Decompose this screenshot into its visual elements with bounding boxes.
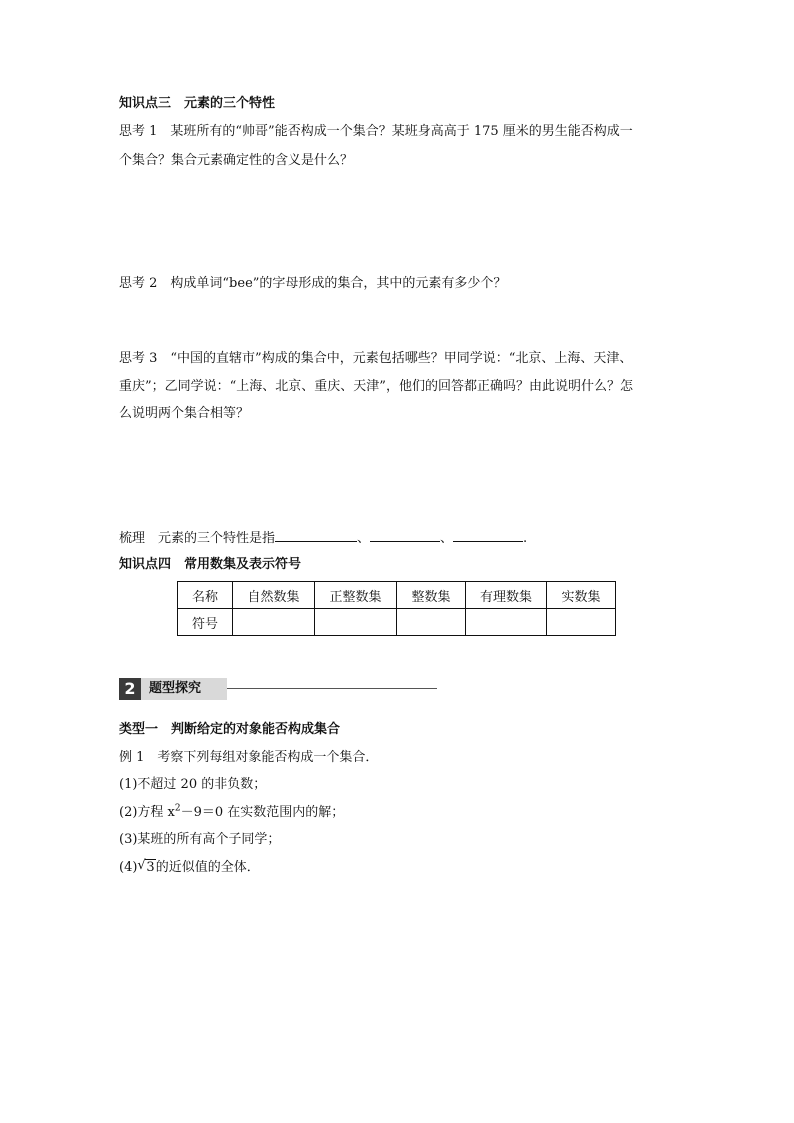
table-cell: 整数集 — [397, 582, 466, 609]
item2-text: (2)方程 x — [119, 805, 175, 820]
think3-line2: 重庆”；乙同学说：“上海、北京、重庆、天津”，他们的回答都正确吗？由此说明什么？怎 — [119, 379, 633, 394]
table-cell: 正整数集 — [315, 582, 397, 609]
table-cell[interactable] — [397, 609, 466, 636]
table-cell[interactable] — [233, 609, 315, 636]
type1-heading: 类型一 判断给定的对象能否构成集合 — [119, 722, 341, 737]
table-cell: 实数集 — [547, 582, 616, 609]
summary-line — [119, 529, 527, 547]
radicand: 3 — [146, 860, 155, 875]
think1-line1: 思考 1 某班所有的“帅哥”能否构成一个集合？某班身高高于 175 厘米的男生能否构成一 — [119, 124, 633, 139]
blank-2[interactable] — [370, 529, 440, 542]
example1-item4 — [119, 860, 260, 876]
table-row — [178, 609, 616, 636]
item4-text: (4) — [119, 860, 138, 875]
table-cell[interactable] — [466, 609, 547, 636]
kp4-heading: 知识点四 常用数集及表示符号 — [119, 557, 302, 572]
think1-line2: 个集合？集合元素确定性的含义是什么？ — [119, 153, 354, 168]
period: . — [523, 531, 528, 546]
table-cell: 有理数集 — [466, 582, 547, 609]
example1: 例 1 考察下列每组对象能否构成一个集合． — [119, 750, 379, 765]
table-cell: 名称 — [178, 582, 233, 609]
item4-text-end: 的近似值的全体． — [155, 860, 260, 875]
example1-item1: (1)不超过 20 的非负数； — [119, 777, 267, 792]
separator: 、 — [357, 531, 371, 546]
section-rule — [227, 688, 437, 689]
table-cell: 符号 — [178, 609, 233, 636]
section-number: 2 — [119, 678, 141, 700]
blank-1[interactable] — [275, 529, 357, 542]
section-header — [119, 678, 439, 700]
kp3-heading: 知识点三 元素的三个特性 — [119, 96, 276, 111]
table-cell[interactable] — [315, 609, 397, 636]
item2-text-end: －9＝0 在实数范围内的解； — [180, 805, 345, 820]
separator: 、 — [440, 531, 454, 546]
think3-line1: 思考 3 “中国的直辖市”构成的集合中，元素包括哪些？甲同学说：“北京、上海、天津、 — [119, 351, 633, 366]
summary-label: 梳理 元素的三个特性是指 — [119, 531, 276, 546]
example1-item2 — [119, 805, 344, 821]
think3-line3: 么说明两个集合相等？ — [119, 406, 250, 421]
blank-3[interactable] — [453, 529, 523, 542]
example1-item3: (3)某班的所有高个子同学； — [119, 832, 281, 847]
number-set-table — [177, 581, 616, 636]
table-cell[interactable] — [547, 609, 616, 636]
section-title: 题型探究 — [149, 681, 202, 696]
table-row — [178, 582, 616, 609]
exponent: 2 — [174, 803, 181, 814]
table-cell: 自然数集 — [233, 582, 315, 609]
sqrt-expression: √ 3 — [137, 858, 155, 875]
think2: 思考 2 构成单词“bee”的字母形成的集合，其中的元素有多少个？ — [119, 276, 507, 291]
